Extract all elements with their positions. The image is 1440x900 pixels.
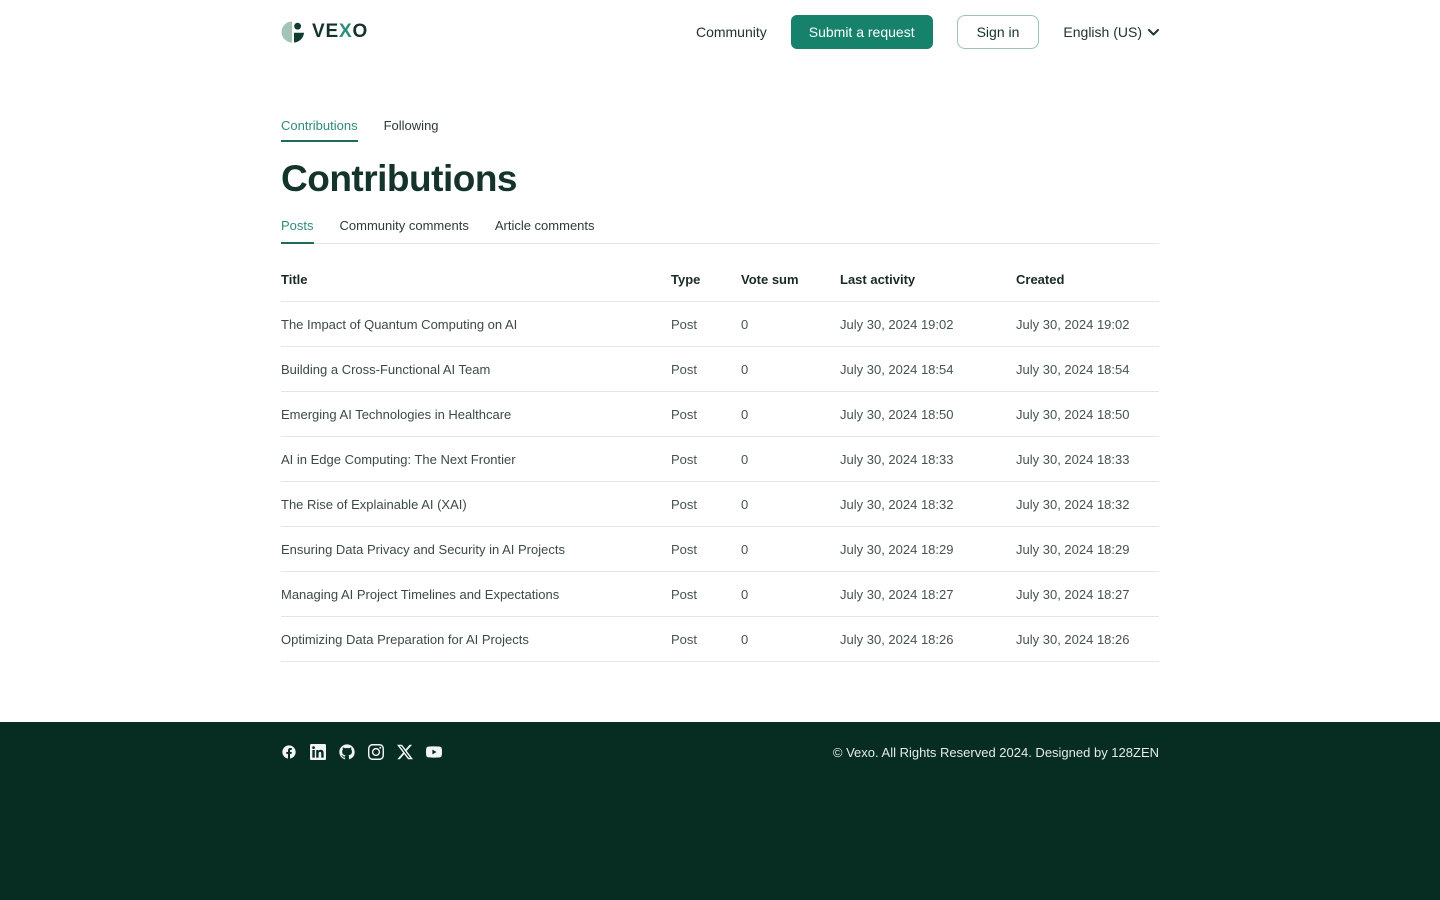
post-created-cell: July 30, 2024 18:50	[1016, 406, 1130, 422]
post-type-cell: Post	[671, 496, 698, 512]
tab-following[interactable]: Following	[383, 118, 439, 133]
post-vote-sum-cell: 0	[741, 541, 749, 557]
vexo-logo-icon	[281, 20, 305, 44]
post-type-cell: Post	[671, 316, 698, 332]
contribution-type-tabs	[281, 218, 1159, 244]
table-header-row	[281, 244, 1159, 302]
post-type-cell: Post	[671, 541, 698, 557]
post-type-cell: Post	[671, 361, 698, 377]
post-created-cell: July 30, 2024 18:27	[1016, 586, 1130, 602]
social-links	[281, 744, 442, 760]
post-created-cell: July 30, 2024 18:33	[1016, 451, 1130, 467]
vexo-logo[interactable]	[281, 20, 368, 44]
post-title-cell	[281, 452, 671, 467]
chevron-down-icon	[1148, 29, 1159, 36]
post-vote-sum-cell: 0	[741, 316, 749, 332]
page-title: Contributions	[281, 158, 518, 199]
sign-in-button[interactable]: Sign in	[957, 15, 1040, 49]
post-last-activity-cell: July 30, 2024 18:29	[840, 541, 954, 557]
post-title-link[interactable]: Ensuring Data Privacy and Security in AI Projects	[281, 541, 565, 557]
post-vote-sum-cell: 0	[741, 406, 749, 422]
subtab-article-comments[interactable]: Article comments	[494, 218, 595, 233]
post-last-activity-cell: July 30, 2024 18:32	[840, 496, 954, 512]
post-title-link[interactable]: Building a Cross-Functional AI Team	[281, 361, 491, 377]
column-header-title: Title	[281, 272, 308, 287]
post-created-cell: July 30, 2024 19:02	[1016, 316, 1130, 332]
table-row	[281, 347, 1159, 392]
subtab-posts[interactable]: Posts	[281, 218, 314, 244]
post-title-cell	[281, 362, 671, 377]
post-title-cell	[281, 317, 671, 332]
post-created-cell: July 30, 2024 18:54	[1016, 361, 1130, 377]
language-selector-label: English (US)	[1063, 24, 1142, 40]
post-last-activity-cell: July 30, 2024 18:50	[840, 406, 954, 422]
post-vote-sum-cell: 0	[741, 451, 749, 467]
post-last-activity-cell: July 30, 2024 19:02	[840, 316, 954, 332]
table-row	[281, 392, 1159, 437]
facebook-icon[interactable]	[281, 744, 297, 760]
post-type-cell: Post	[671, 631, 698, 647]
table-row	[281, 617, 1159, 662]
column-header-vote-sum: Vote sum	[741, 272, 799, 287]
post-title-link[interactable]: Managing AI Project Timelines and Expectations	[281, 586, 560, 602]
post-title-link[interactable]: The Rise of Explainable AI (XAI)	[281, 496, 467, 512]
header-nav	[696, 15, 1159, 49]
vexo-wordmark: VEXO	[312, 21, 369, 42]
github-icon[interactable]	[339, 744, 355, 760]
post-vote-sum-cell: 0	[741, 631, 749, 647]
post-title-cell	[281, 407, 671, 422]
post-title-cell	[281, 632, 671, 647]
table-row	[281, 437, 1159, 482]
community-link[interactable]: Community	[695, 24, 767, 40]
column-header-type: Type	[671, 272, 701, 287]
subtab-community-comments[interactable]: Community comments	[339, 218, 469, 233]
column-header-created: Created	[1016, 272, 1065, 287]
main-content	[0, 64, 1440, 662]
linkedin-icon[interactable]	[310, 744, 326, 760]
x-twitter-icon[interactable]	[397, 744, 413, 760]
table-body	[281, 302, 1159, 662]
post-created-cell: July 30, 2024 18:32	[1016, 496, 1130, 512]
language-selector[interactable]	[1063, 24, 1159, 40]
table-row	[281, 572, 1159, 617]
profile-tabs	[281, 118, 1159, 142]
post-last-activity-cell: July 30, 2024 18:26	[840, 631, 954, 647]
post-title-link[interactable]: The Impact of Quantum Computing on AI	[281, 316, 518, 332]
table-row	[281, 482, 1159, 527]
column-header-last-activity: Last activity	[840, 272, 916, 287]
post-last-activity-cell: July 30, 2024 18:33	[840, 451, 954, 467]
contributions-table	[281, 244, 1159, 662]
post-created-cell: July 30, 2024 18:29	[1016, 541, 1130, 557]
post-title-link[interactable]: Emerging AI Technologies in Healthcare	[281, 406, 512, 422]
post-type-cell: Post	[671, 586, 698, 602]
table-row	[281, 302, 1159, 347]
post-created-cell: July 30, 2024 18:26	[1016, 631, 1130, 647]
site-footer	[0, 722, 1440, 900]
instagram-icon[interactable]	[368, 744, 384, 760]
site-header	[0, 0, 1440, 64]
post-last-activity-cell: July 30, 2024 18:27	[840, 586, 954, 602]
post-title-link[interactable]: Optimizing Data Preparation for AI Projects	[281, 631, 529, 647]
post-title-cell	[281, 587, 671, 602]
copyright-text: © Vexo. All Rights Reserved 2024. Designed by 128ZEN	[832, 744, 1159, 760]
post-type-cell: Post	[671, 406, 698, 422]
post-title-cell	[281, 542, 671, 557]
post-vote-sum-cell: 0	[741, 496, 749, 512]
table-row	[281, 527, 1159, 572]
submit-request-button[interactable]: Submit a request	[791, 15, 933, 49]
post-type-cell: Post	[671, 451, 698, 467]
post-title-cell	[281, 497, 671, 512]
post-vote-sum-cell: 0	[741, 586, 749, 602]
youtube-icon[interactable]	[426, 744, 442, 760]
post-vote-sum-cell: 0	[741, 361, 749, 377]
tab-contributions[interactable]: Contributions	[281, 118, 358, 142]
post-title-link[interactable]: AI in Edge Computing: The Next Frontier	[281, 451, 516, 467]
post-last-activity-cell: July 30, 2024 18:54	[840, 361, 954, 377]
